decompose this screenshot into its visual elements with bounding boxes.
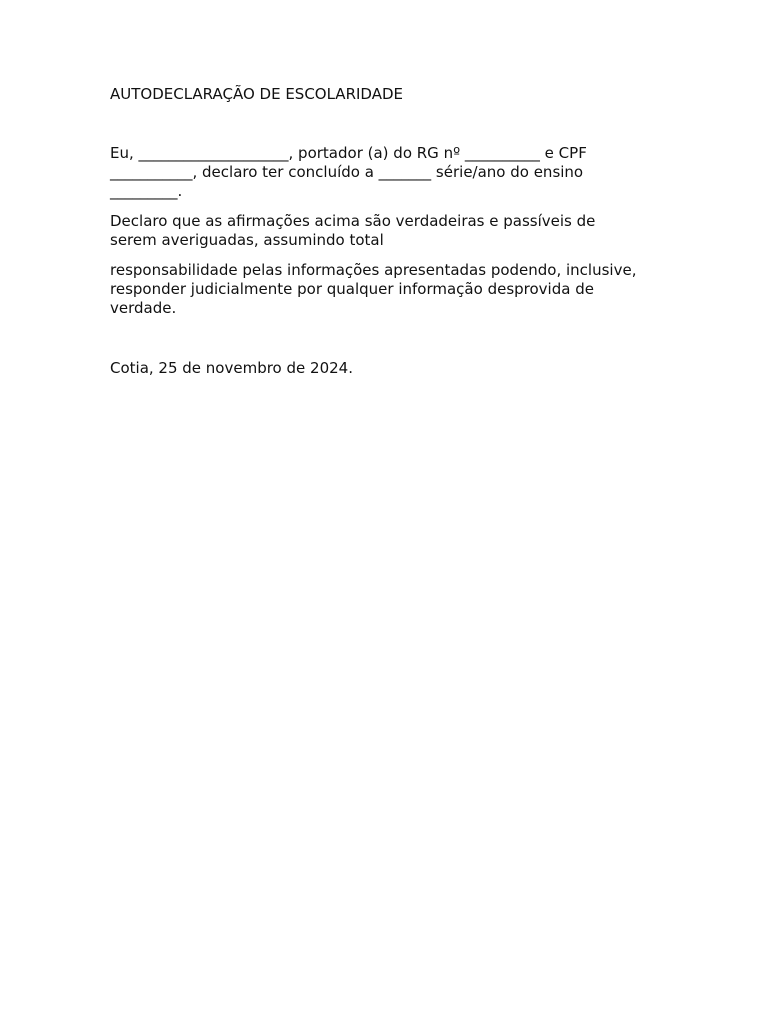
responsibility-paragraph [110, 261, 670, 318]
date-line: Cotia, 25 de novembro de 2024. [110, 359, 353, 377]
paragraph-line: ___________, declaro ter concluído a _______ série/ano do ensino [110, 163, 584, 181]
paragraph-line: Eu, ____________________, portador (a) do RG nº __________ e CPF [110, 144, 587, 162]
paragraph-line: _________. [110, 182, 183, 200]
paragraph-line: verdade. [110, 299, 177, 317]
paragraph-line: serem averiguadas, assumindo total [110, 231, 384, 249]
paragraph-line: responsabilidade pelas informações apresentadas podendo, inclusive, [110, 261, 637, 279]
declaration-paragraph [110, 144, 670, 201]
truth-statement-paragraph [110, 212, 670, 250]
paragraph-line: Declaro que as afirmações acima são verdadeiras e passíveis de [110, 212, 596, 230]
paragraph-line: responder judicialmente por qualquer informação desprovida de [110, 280, 594, 298]
document-title: AUTODECLARAÇÃO DE ESCOLARIDADE [110, 85, 403, 103]
